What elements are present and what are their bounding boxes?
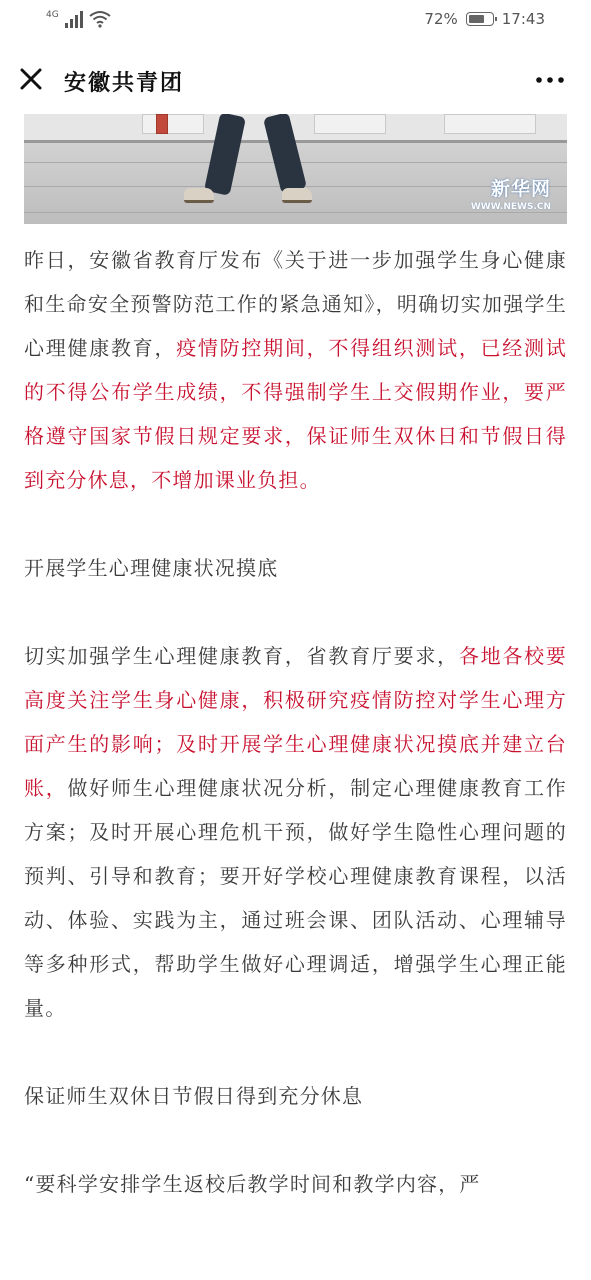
- paragraph-2-text-a: 切实加强学生心理健康教育，省教育厅要求，: [24, 644, 459, 668]
- paragraph-1-highlight: 疫情防控期间，不得组织测试，已经测试的不得公布学生成绩，不得强制学生上交假期作业，要严格遵守国家节假日规定要求，保证师生双休日和节假日得到充分休息，不增加课业负担。: [24, 336, 567, 492]
- photo-banner: [314, 114, 386, 134]
- signal-type-label: 4G: [46, 10, 59, 20]
- battery-percent: 72%: [424, 10, 458, 28]
- watermark-cn: 新华网: [490, 178, 551, 200]
- photo-banner: [142, 114, 204, 134]
- page-title: 安徽共青团: [64, 71, 185, 96]
- status-bar: [0, 0, 591, 44]
- photo-shoe: [282, 188, 312, 203]
- status-left: [46, 10, 111, 28]
- paragraph-2-highlight: 各地各校要高度关注学生身心健康，积极研究疫情防控对学生心理方面产生的影响；及时开展学生心理健康状况摸底并建立台账，: [24, 644, 568, 800]
- photo-banner: [444, 114, 536, 134]
- paragraph-3: “要科学安排学生返校后教学时间和教学内容，严: [24, 1172, 481, 1196]
- paragraph-2-text-b: 做好师生心理健康状况分析，制定心理健康教育工作方案；及时开展心理危机干预，做好学生隐性心理问题的预判、引导和教育；要开好学校心理健康教育课程，以活动、体验、实践为主，通过班会课、团队活动、心理辅导等多种形式，帮助学生做好心理调适，增强学生心理正能量。: [24, 776, 567, 1020]
- paragraph-2: [24, 634, 567, 1030]
- battery-icon: [466, 12, 494, 26]
- paragraph-gap: [24, 1118, 567, 1162]
- signal-icon: [65, 10, 83, 28]
- paragraph-gap: [24, 1030, 567, 1074]
- photo-banner-mark: [156, 114, 168, 134]
- nav-bar: [0, 48, 591, 112]
- photo-floor-line: [24, 212, 567, 213]
- section-heading-2: 保证师生双休日节假日得到充分休息: [24, 1084, 364, 1108]
- photo-shoe: [184, 188, 214, 203]
- article-photo: [24, 114, 567, 224]
- close-icon[interactable]: [14, 62, 48, 96]
- status-right: [424, 10, 545, 28]
- paragraph-gap: [24, 590, 567, 634]
- section-heading-1: 开展学生心理健康状况摸底: [24, 556, 279, 580]
- wifi-icon: [89, 10, 111, 28]
- paragraph-gap: [24, 502, 567, 546]
- clock: 17:43: [501, 10, 545, 28]
- watermark-en: WWW.NEWS.CN: [470, 202, 551, 212]
- paragraph-1: [24, 238, 567, 502]
- paragraph-1-text: 昨日，安徽省教育厅发布《关于进一步加强学生身心健康和生命安全预警防范工作的紧急通知》，明确切实加强学生心理健康教育，: [24, 248, 567, 360]
- more-icon[interactable]: [533, 68, 567, 92]
- article-body: [24, 238, 567, 1206]
